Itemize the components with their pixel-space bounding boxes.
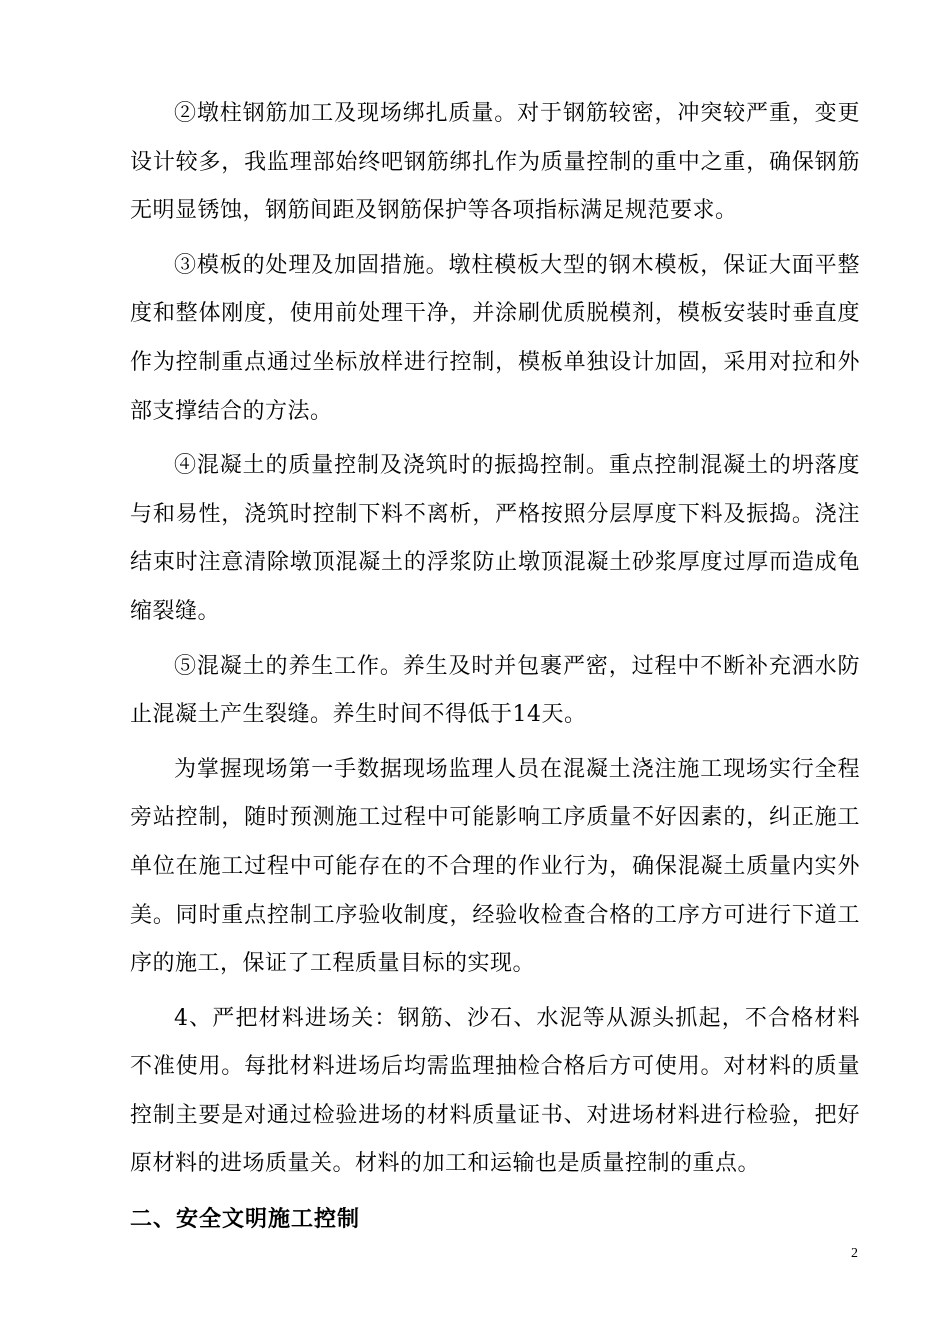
- page-number: 2: [851, 1246, 858, 1261]
- paragraph-rebar-quality: ②墩柱钢筋加工及现场绑扎质量。对于钢筋较密，冲突较严重，变更设计较多，我监理部始终吧钢筋绑扎作为质量控制的重中之重，确保钢筋无明显锈蚀，钢筋间距及钢筋保护等各项指标满足规范要求。: [130, 101, 860, 224]
- paragraph-concrete-curing: ⑤混凝土的养生工作。养生及时并包裹严密，过程中不断补充洒水防止混凝土产生裂缝。养生时间不得低于14天。: [130, 653, 860, 728]
- section-heading-safety: 二、安全文明施工控制: [130, 1206, 361, 1233]
- paragraph-site-supervision: 为掌握现场第一手数据现场监理人员在混凝土浇注施工现场实行全程旁站控制，随时预测施工过程中可能影响工序质量不好因素的，纠正施工单位在施工过程中可能存在的不合理的作业行为，确保混凝土质量内实外美。同时重点控制工序验收制度，经验收检查合格的工序方可进行下道工序的施工，保证了工程质量目标的实现。: [130, 756, 860, 977]
- document-body: [130, 90, 860, 1244]
- paragraph-formwork: ③模板的处理及加固措施。墩柱模板大型的钢木模板，保证大面平整度和整体刚度，使用前处理干净，并涂刷优质脱模剂，模板安装时垂直度作为控制重点通过坐标放样进行控制，模板单独设计加固，采用对拉和外部支撑结合的方法。: [130, 252, 860, 424]
- paragraph-concrete-vibration: ④混凝土的质量控制及浇筑时的振捣控制。重点控制混凝土的坍落度与和易性，浇筑时控制下料不离析，严格按照分层厚度下料及振捣。浇注结束时注意清除墩顶混凝土的浮浆防止墩顶混凝土砂浆厚度过厚而造成龟缩裂缝。: [130, 453, 860, 624]
- paragraph-material-control: 4、严把材料进场关：钢筋、沙石、水泥等从源头抓起，不合格材料不准使用。每批材料进场后均需监理抽检合格后方可使用。对材料的质量控制主要是对通过检验进场的材料质量证书、对进场材料进行检验，把好原材料的进场质量关。材料的加工和运输也是质量控制的重点。: [130, 1005, 860, 1177]
